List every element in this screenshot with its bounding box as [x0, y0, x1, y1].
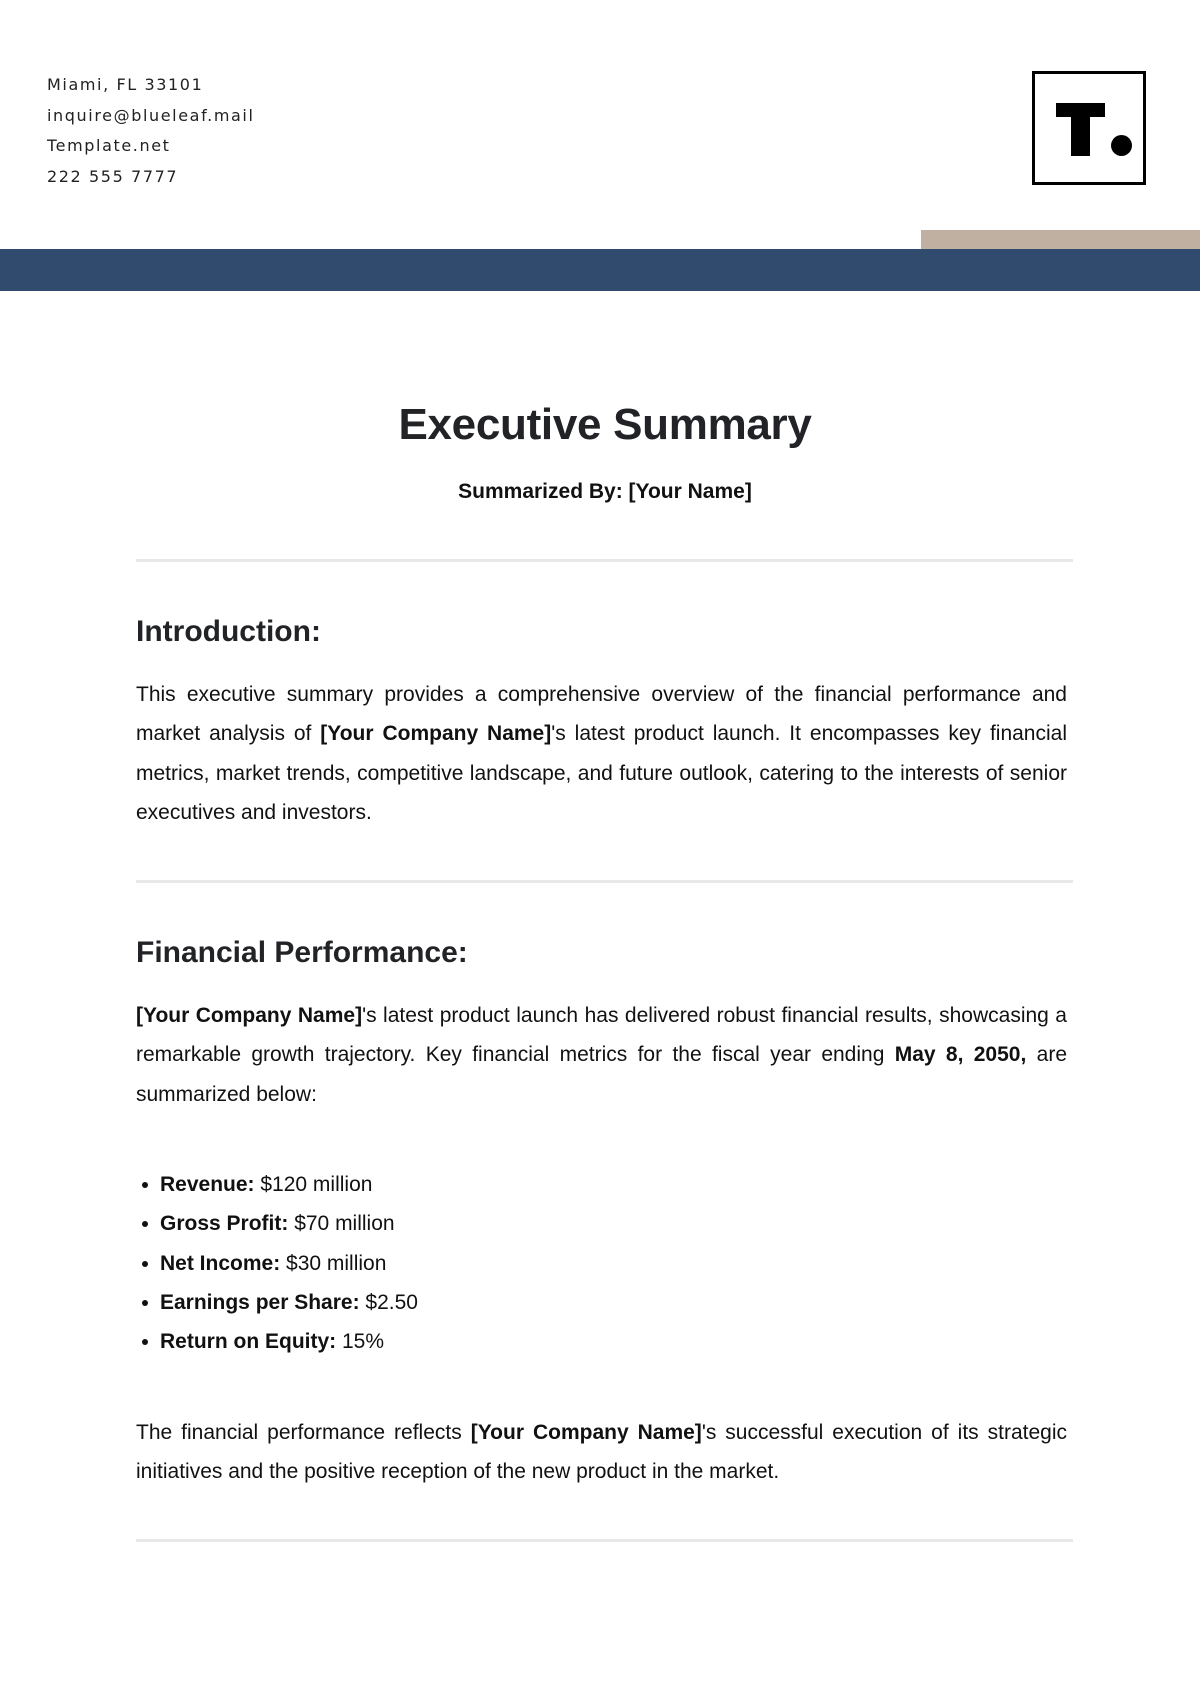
- text-run: 's latest product launch has delivered robust financial results, showcasing a remarkable growth trajectory. Key financial metrics for the fiscal year ending: [136, 1004, 1067, 1067]
- metric-value: $70 million: [288, 1212, 395, 1236]
- metric-label: Return on Equity:: [160, 1330, 337, 1354]
- metric-value: $120 million: [254, 1173, 373, 1196]
- page-title: Executive Summary: [398, 400, 812, 449]
- bullet-icon: [142, 1261, 148, 1267]
- contact-info: [47, 70, 255, 192]
- bullet-icon: [142, 1182, 148, 1188]
- metric-net-income: [136, 1244, 418, 1283]
- metric-value: $30 million: [280, 1251, 387, 1275]
- contact-website: Template.net: [47, 136, 171, 156]
- section-divider: [136, 559, 1073, 562]
- company-name-placeholder: [Your Company Name]: [320, 722, 552, 746]
- financial-metrics-list: [136, 1165, 418, 1361]
- metric-value: 15%: [336, 1330, 385, 1354]
- metric-label: Earnings per Share:: [160, 1290, 360, 1314]
- contact-phone: 222 555 7777: [47, 166, 179, 186]
- metric-label: Net Income:: [160, 1251, 281, 1275]
- text-run: are summarized below:: [136, 1043, 1067, 1106]
- section-divider: [136, 880, 1073, 883]
- section-divider: [136, 1539, 1073, 1542]
- text-run: This executive summary provides a comprehensive overview of the financial performance and market analysis of: [136, 683, 1067, 746]
- financial-performance-heading: Financial Performance:: [136, 936, 468, 969]
- logo-dot: [1111, 135, 1132, 156]
- financial-performance-intro: [136, 996, 1067, 1114]
- introduction-heading: Introduction:: [136, 615, 321, 648]
- bullet-icon: [142, 1221, 148, 1227]
- financial-performance-closing: [136, 1413, 1067, 1492]
- introduction-paragraph: [136, 675, 1067, 832]
- fiscal-year-end-date: May 8, 2050,: [894, 1043, 1027, 1067]
- metric-label: Gross Profit:: [160, 1212, 289, 1236]
- metric-roe: [136, 1322, 418, 1361]
- contact-address: Miami, FL 33101: [47, 75, 204, 94]
- header-band: [0, 249, 1200, 291]
- company-name-placeholder: [Your Company Name]: [136, 1004, 363, 1027]
- text-run: 's latest product launch. It encompasses key financial metrics, market trends, competitive landscape, and future outlook, catering to the interests of senior executives and investors.: [136, 722, 1067, 824]
- template-net-logo-icon: [1032, 71, 1146, 185]
- page-subtitle: Summarized By: [Your Name]: [458, 480, 752, 503]
- bullet-icon: [142, 1300, 148, 1306]
- text-run: 's successful execution of its strategic initiatives and the positive reception of the new product in the market.: [136, 1421, 1068, 1484]
- metric-value: $2.50: [359, 1290, 418, 1314]
- metric-label: Revenue:: [160, 1173, 255, 1196]
- metric-eps: [136, 1283, 418, 1322]
- bullet-icon: [142, 1339, 148, 1345]
- logo-t-stem: [1071, 103, 1090, 156]
- contact-email: inquire@blueleaf.mail: [47, 105, 255, 125]
- header-accent-band: [921, 230, 1200, 250]
- text-run: The financial performance reflects: [136, 1421, 471, 1444]
- metric-revenue: [136, 1165, 418, 1204]
- company-name-placeholder: [Your Company Name]: [470, 1421, 702, 1444]
- metric-gross-profit: [136, 1204, 418, 1243]
